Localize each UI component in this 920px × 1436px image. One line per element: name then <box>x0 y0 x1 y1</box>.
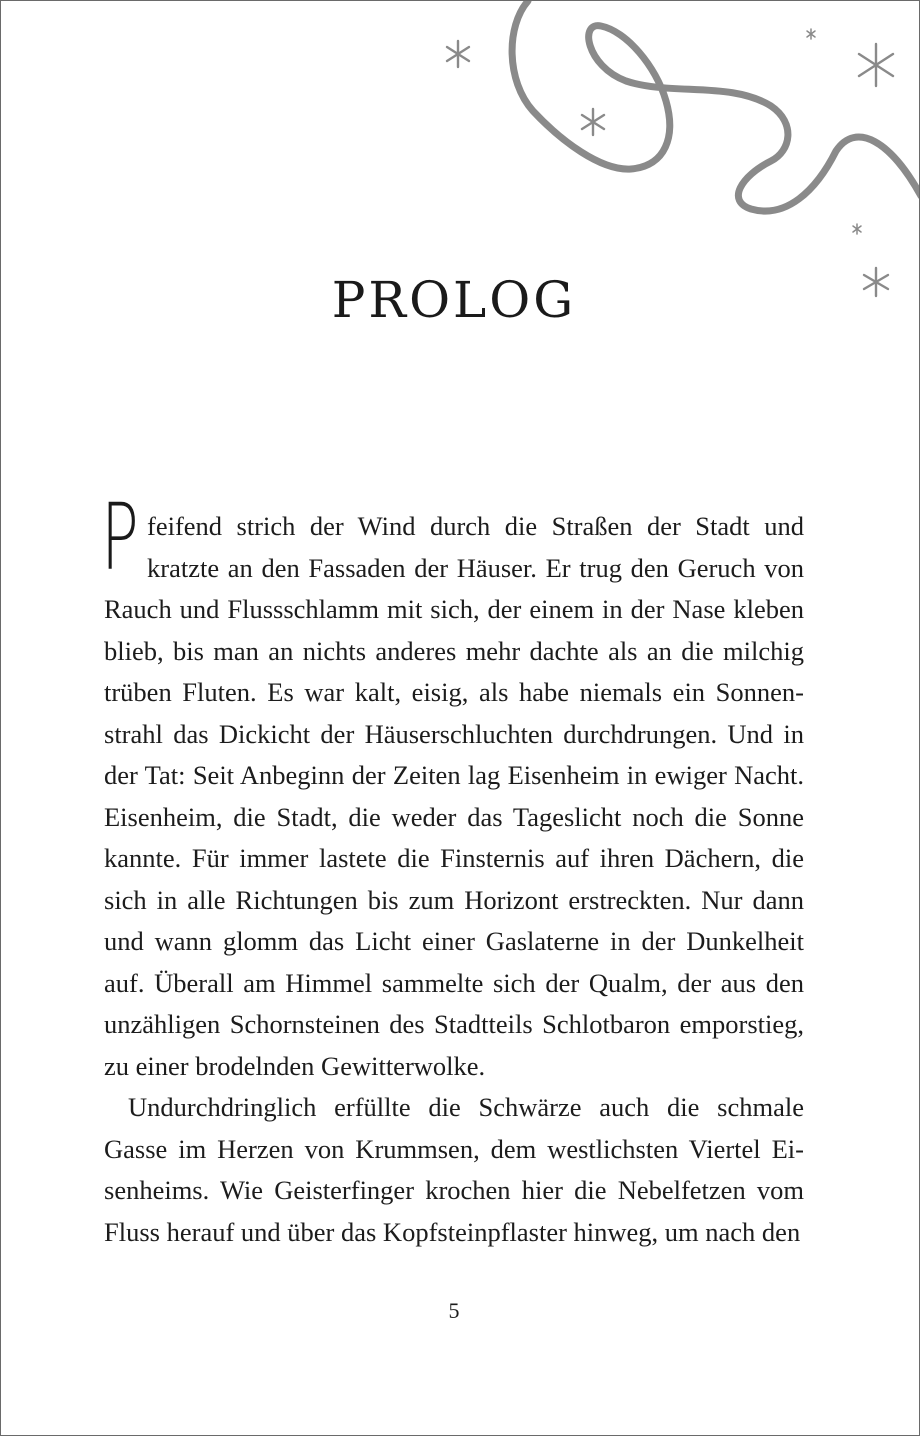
page-number: 5 <box>448 1298 460 1323</box>
paragraph <box>101 484 804 1087</box>
small-star-icon <box>853 224 861 234</box>
paragraph-text: feifend strich der Wind durch die Straßen der Stadt und kratzte an den Fassaden der Häuser. Er trug den Geruch von Rauch und Flussschlamm mit sich, der einem in der Nase kleben blieb, bis man an nichts anderes mehr dachte als an die milchig trüben Fluten. Es war kalt, eisig, als habe niemals ein Sonnenstrahl das Dickicht der Häuserschluchten durchdrungen. Und in der Tat: Seit Anbeginn der Zeiten lag Eisenheim in ewiger Nacht. Eisenheim, die Stadt, die weder das Tageslicht noch die Sonne kannte. Für immer lastete die Finsternis auf ihren Dächern, die sich in alle Richtungen bis zum Horizont erstreckten. Nur dann und wann glomm das Licht einer Gaslaterne in der Dunkelheit auf. Überall am Himmel sammelte sich der Qualm, der aus den unzähligen Schornsteinen des Stadtteils Schlotbaron emporstieg, zu einer brodelnden Gewitterwolke. <box>104 511 804 1081</box>
drop-cap: P <box>101 484 139 591</box>
small-star-icon <box>807 29 815 39</box>
paragraph <box>104 1087 804 1253</box>
paragraph-text: Undurchdringlich erfüllte die Schwärze auch die schmale Gasse im Herzen von Krummsen, dem westlichsten Viertel Eisenheims. Wie Geisterfinger krochen hier die Nebelfetzen vom Fluss herauf und über das Kopfsteinpflaster hinweg, um nach den <box>104 1092 804 1247</box>
chapter-title: PROLOG <box>331 271 577 329</box>
swirl-ribbon <box>512 1 920 211</box>
star-icon <box>582 109 604 135</box>
star-icon <box>447 41 469 67</box>
swirl-star-ornament <box>421 1 920 311</box>
star-icon <box>859 44 893 86</box>
body-text <box>101 484 804 1253</box>
